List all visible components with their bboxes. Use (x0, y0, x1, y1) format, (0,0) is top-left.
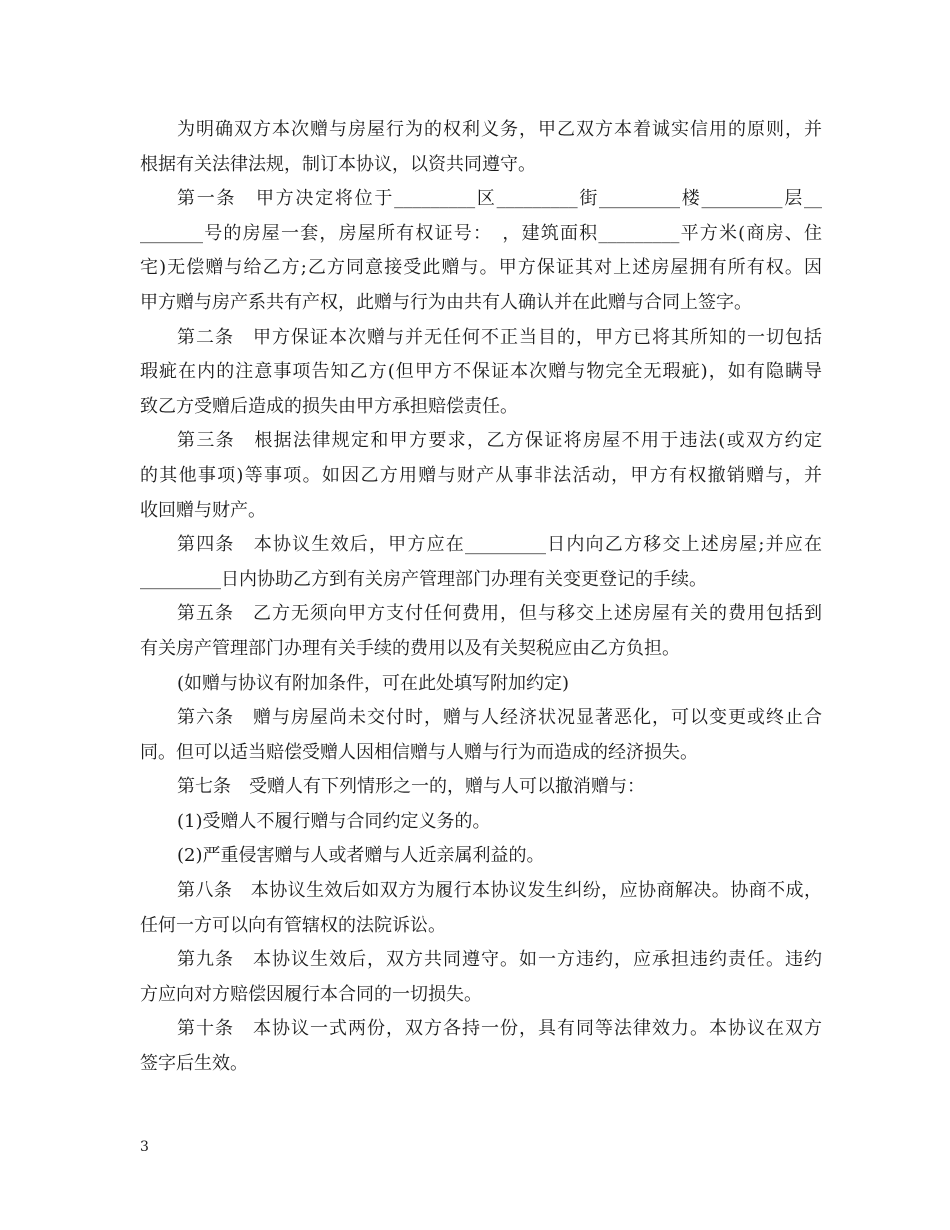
article-8-line-1: 第八条 本协议生效后如双方为履行本协议发生纠纷，应协商解决。协商不成， (177, 880, 822, 902)
article-7-item-1: (1)受赠人不履行赠与合同约定义务的。 (177, 810, 491, 832)
page-number: 3 (140, 1139, 149, 1155)
additional-terms-note: (如赠与协议有附加条件，可在此处填写附加约定) (177, 672, 570, 694)
article-8-line-2: 任何一方可以向有管辖权的法院诉讼。 (140, 914, 446, 936)
article-2-line-2: 瑕疵在内的注意事项告知乙方(但甲方不保证本次赠与物完全无瑕疵)，如有隐瞒导 (140, 361, 822, 383)
article-6-line-1: 第六条 赠与房屋尚未交付时，赠与人经济状况显著恶化，可以变更或终止合 (177, 707, 822, 729)
article-3-line-1: 第三条 根据法律规定和甲方要求，乙方保证将房屋不用于违法(或双方约定 (177, 430, 822, 452)
agreement-body (140, 113, 822, 1082)
article-2-line-1: 第二条 甲方保证本次赠与并无任何不正当目的，甲方已将其所知的一切包括 (177, 326, 822, 348)
article-3-line-3: 收回赠与财产。 (140, 499, 266, 521)
article-1-line-2: _______号的房屋一套，房屋所有权证号： ，建筑面积_________平方米(商房、住 (140, 222, 822, 244)
article-6-line-2: 同。但可以适当赔偿受赠人因相信赠与人赠与行为而造成的经济损失。 (140, 741, 698, 763)
article-3-line-2: 的其他事项)等事项。如因乙方用赠与财产从事非法活动，甲方有权撤销赠与，并 (140, 464, 822, 486)
article-4-line-1: 第四条 本协议生效后，甲方应在_________日内向乙方移交上述房屋;并应在 (177, 534, 822, 556)
article-2-line-3: 致乙方受赠后造成的损失由甲方承担赔偿责任。 (140, 395, 518, 417)
article-10-line-2: 签字后生效。 (140, 1053, 248, 1075)
article-10-line-1: 第十条 本协议一式两份，双方各持一份，具有同等法律效力。本协议在双方 (177, 1018, 822, 1040)
article-5-line-1: 第五条 乙方无须向甲方支付任何费用，但与移交上述房屋有关的费用包括到 (177, 603, 822, 625)
article-7-line-1: 第七条 受赠人有下列情形之一的，赠与人可以撤消赠与： (177, 776, 645, 798)
article-7-item-2: (2)严重侵害赠与人或者赠与人近亲属利益的。 (177, 845, 545, 867)
preamble-line-2: 根据有关法律法规，制订本协议，以资共同遵守。 (140, 153, 536, 175)
article-9-line-1: 第九条 本协议生效后，双方共同遵守。如一方违约，应承担违约责任。违约 (177, 949, 822, 971)
article-1-line-3: 宅)无偿赠与给乙方;乙方同意接受此赠与。甲方保证其对上述房屋拥有所有权。因 (140, 257, 822, 279)
article-4-line-2: _________日内协助乙方到有关房产管理部门办理有关变更登记的手续。 (140, 568, 707, 590)
preamble-line-1: 为明确双方本次赠与房屋行为的权利义务，甲乙双方本着诚实信用的原则，并 (177, 119, 822, 140)
article-1-line-1: 第一条 甲方决定将位于_________区_________街_________楼_________层__ (177, 188, 822, 210)
article-5-line-2: 有关房产管理部门办理有关手续的费用以及有关契税应由乙方负担。 (140, 637, 680, 659)
article-1-line-4: 甲方赠与房产系共有产权，此赠与行为由共有人确认并在此赠与合同上签字。 (140, 291, 752, 313)
article-9-line-2: 方应向对方赔偿因履行本合同的一切损失。 (140, 983, 482, 1005)
